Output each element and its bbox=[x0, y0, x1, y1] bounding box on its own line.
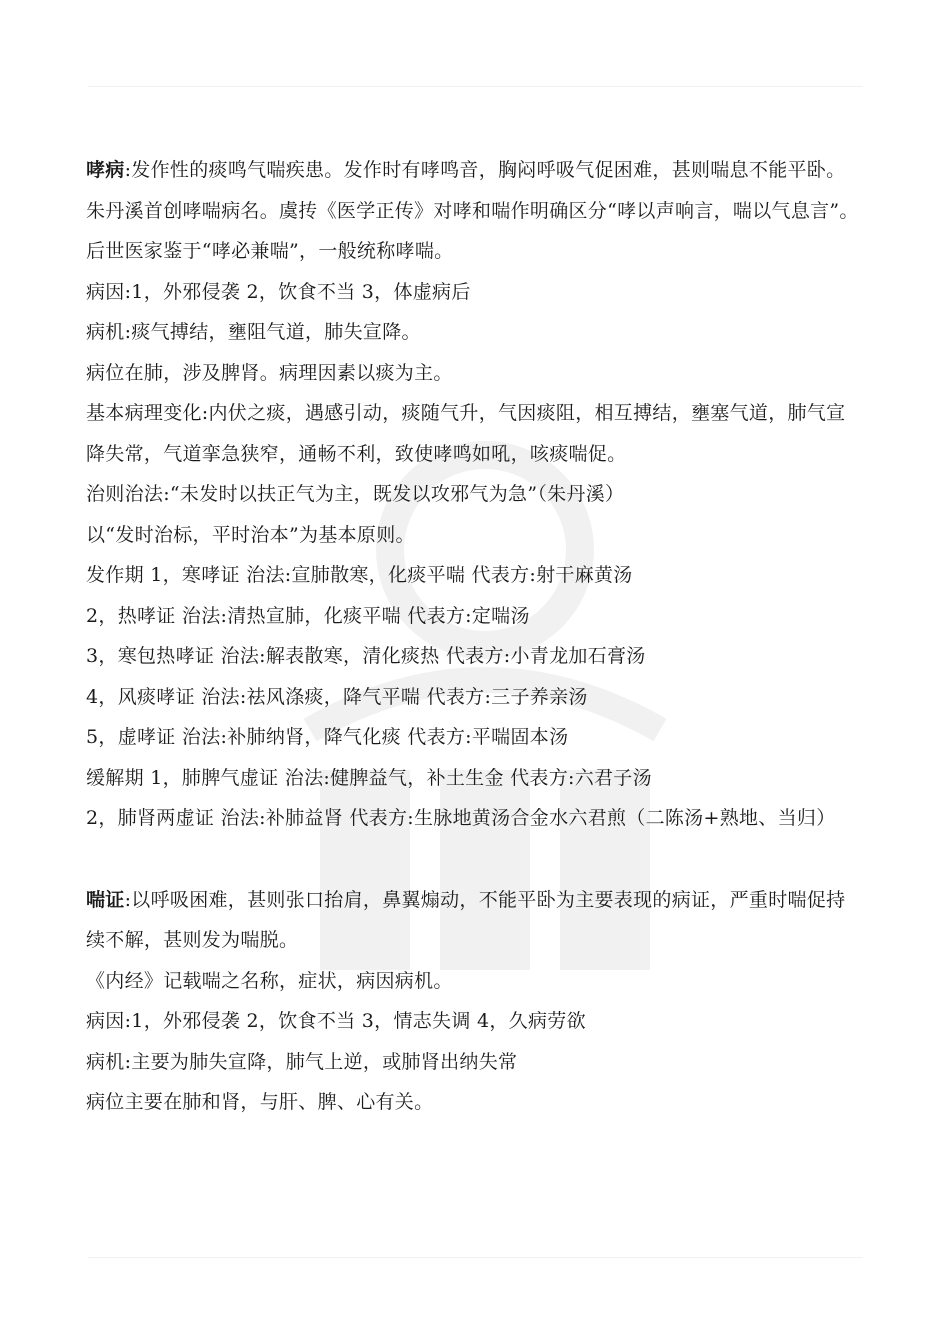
paragraph-line: 2，肺肾两虚证 治法:补肺益肾 代表方:生脉地黄汤合金水六君煎（二陈汤+熟地、当归） bbox=[86, 807, 836, 829]
paragraph-line: 5，虚哮证 治法:补肺纳肾，降气化痰 代表方:平喘固本汤 bbox=[86, 726, 569, 748]
term-chuanzheng: 喘证 bbox=[86, 888, 125, 911]
paragraph-line: 朱丹溪首创哮喘病名。虞抟《医学正传》对哮和喘作明确区分“哮以声响言，喘以气息言”。后世医家鉴于“哮必兼喘”，一般统称哮喘。 bbox=[86, 199, 859, 262]
paragraph-line: 病机:痰气搏结，壅阻气道，肺失宣降。 bbox=[86, 321, 421, 343]
definition-text: :发作性的痰鸣气喘疾患。发作时有哮鸣音，胸闷呼吸气促困难，甚则喘息不能平卧。 bbox=[124, 159, 846, 181]
section-spacer bbox=[86, 839, 864, 880]
paragraph-line: 3，寒包热哮证 治法:解表散寒，清化痰热 代表方:小青龙加石膏汤 bbox=[86, 645, 646, 667]
paragraph-line: 病位在肺，涉及脾肾。病理因素以痰为主。 bbox=[86, 361, 453, 384]
paragraph-line: 病因:1，外邪侵袭 2，饮食不当 3，体虚病后 bbox=[86, 280, 471, 303]
paragraph-line: 发作期 1，寒哮证 治法:宣肺散寒，化痰平喘 代表方:射干麻黄汤 bbox=[86, 564, 633, 586]
paragraph-line: 病因:1，外邪侵袭 2，饮食不当 3，情志失调 4，久病劳欲 bbox=[86, 1010, 586, 1032]
paragraph-line: 基本病理变化:内伏之痰，遇感引动，痰随气升，气因痰阻，相互搏结，壅塞气道，肺气宣降失常，气道挛急狭窄，通畅不利，致使哮鸣如吼，咳痰喘促。 bbox=[86, 402, 846, 465]
section-xiaobing-definition bbox=[86, 150, 864, 191]
paragraph-line: 缓解期 1，肺脾气虚证 治法:健脾益气，补土生金 代表方:六君子汤 bbox=[86, 766, 652, 789]
paragraph-line: 2，热哮证 治法:清热宣肺，化痰平喘 代表方:定喘汤 bbox=[86, 604, 530, 627]
paragraph-line: 4，风痰哮证 治法:祛风涤痰，降气平喘 代表方:三子养亲汤 bbox=[86, 685, 588, 708]
definition-text: :以呼吸困难，甚则张口抬肩，鼻翼煽动，不能平卧为主要表现的病证，严重时喘促持续不解，甚则发为喘脱。 bbox=[86, 888, 846, 951]
section-chuanzheng-definition bbox=[86, 880, 864, 961]
paragraph-line: 治则治法:“未发时以扶正气为主，既发以攻邪气为急”（朱丹溪） bbox=[86, 483, 625, 505]
term-xiaobing: 哮病 bbox=[86, 159, 125, 181]
document-body bbox=[86, 150, 864, 1123]
paragraph-line: 病机:主要为肺失宣降，肺气上逆，或肺肾出纳失常 bbox=[86, 1050, 518, 1073]
footer-rule bbox=[88, 1257, 863, 1258]
header-rule bbox=[88, 86, 863, 87]
paragraph-line: 以“发时治标，平时治本”为基本原则。 bbox=[86, 523, 415, 546]
paragraph-line: 病位主要在肺和肾，与肝、脾、心有关。 bbox=[86, 1091, 434, 1113]
paragraph-line: 《内经》记载喘之名称，症状，病因病机。 bbox=[86, 969, 453, 992]
